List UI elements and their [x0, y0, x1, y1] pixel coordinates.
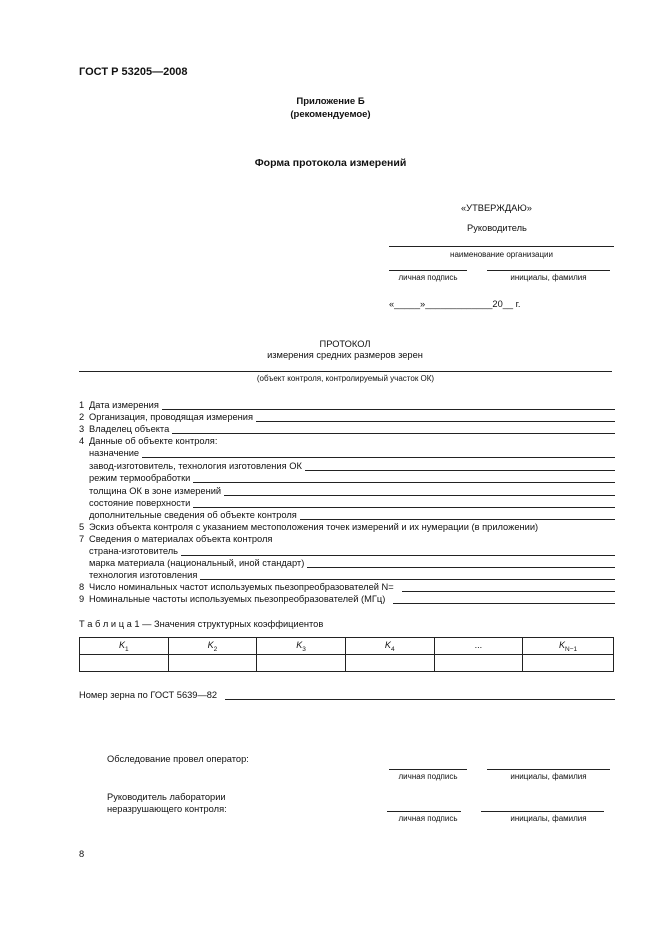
lab-head-initials-line[interactable]	[481, 811, 604, 812]
field-label: Число номинальных частот используемых пьезопреобразователей N=	[89, 582, 394, 592]
field-label: технология изготовления	[89, 570, 198, 580]
object-line	[79, 371, 612, 372]
table-cell[interactable]	[434, 655, 523, 672]
field-line[interactable]	[172, 426, 615, 434]
field-label: Данные об объекте контроля:	[89, 436, 218, 446]
field-row	[79, 582, 615, 592]
field-row	[89, 448, 615, 458]
field-row	[79, 534, 615, 544]
field-row	[89, 486, 615, 496]
field-row	[89, 498, 615, 508]
operator-initials-caption: инициалы, фамилия	[510, 772, 587, 781]
field-label: дополнительные сведения об объекте контроля	[89, 510, 297, 520]
field-number: 3	[79, 424, 85, 434]
field-label: Сведения о материалах объекта контроля	[89, 534, 273, 544]
field-number: 4	[79, 436, 85, 446]
field-label: Владелец объекта	[89, 424, 170, 434]
appendix-title: Приложение Б	[296, 96, 365, 107]
field-line[interactable]	[256, 414, 615, 422]
field-row	[89, 570, 615, 580]
head-label: Руководитель	[467, 223, 527, 233]
field-row	[79, 522, 615, 532]
operator-signature-caption: личная подпись	[398, 772, 458, 781]
field-label: толщина ОК в зоне измерений	[89, 486, 222, 496]
table-row	[80, 655, 614, 672]
table-cell[interactable]	[80, 655, 169, 672]
field-label: состояние поверхности	[89, 498, 191, 508]
table-caption: Т а б л и ц а 1 — Значения структурных коэффициентов	[79, 619, 324, 629]
operator-signature-line[interactable]	[389, 769, 467, 770]
table-cell[interactable]	[257, 655, 346, 672]
table-cell[interactable]	[168, 655, 257, 672]
field-row	[79, 436, 615, 446]
field-row	[79, 412, 615, 422]
field-line[interactable]	[181, 548, 615, 556]
approval-initials-caption: инициалы, фамилия	[510, 273, 587, 282]
field-row	[89, 473, 615, 483]
field-label: Эскиз объекта контроля с указанием местоположения точек измерений и их нумерации (в приложении)	[89, 522, 539, 532]
org-name-caption: наименование организации	[450, 250, 553, 259]
field-label: Дата измерения	[89, 400, 159, 410]
operator-initials-line[interactable]	[487, 769, 610, 770]
field-line[interactable]	[300, 512, 615, 520]
approval-initials-line	[487, 270, 610, 271]
field-line[interactable]	[307, 560, 615, 568]
header-kn-1: $K_{N-1}$	[523, 638, 614, 655]
object-caption: (объект контроля, контролируемый участок ОК)	[256, 374, 435, 383]
grain-number-row	[79, 690, 615, 700]
field-number: 5	[79, 522, 85, 532]
field-line[interactable]	[193, 500, 615, 508]
table-header-row	[80, 638, 614, 655]
operator-label: Обследование провел оператор:	[107, 754, 249, 764]
approve-label: «УТВЕРЖДАЮ»	[461, 203, 532, 213]
field-number: 1	[79, 400, 85, 410]
field-row	[89, 558, 615, 568]
field-line[interactable]	[200, 572, 615, 580]
field-row	[79, 400, 615, 410]
page-number: 8	[79, 849, 85, 859]
protocol-subtitle: измерения средних размеров зерен	[267, 350, 423, 360]
field-label: Номинальные частоты используемых пьезопреобразователей (МГц)	[89, 594, 386, 604]
field-label: завод-изготовитель, технология изготовления ОК	[89, 461, 302, 471]
field-line[interactable]	[193, 475, 615, 483]
header-ellipsis: ...	[434, 638, 523, 655]
lab-head-signature-caption: личная подпись	[398, 814, 458, 823]
field-label: режим термообработки	[89, 473, 191, 483]
table-cell[interactable]	[523, 655, 614, 672]
header-k3: $K_3$	[257, 638, 346, 655]
field-line[interactable]	[402, 584, 615, 592]
field-label: Организация, проводящая измерения	[89, 412, 254, 422]
field-number: 2	[79, 412, 85, 422]
field-line[interactable]	[305, 463, 615, 471]
header-k1: $K_1$	[80, 638, 169, 655]
lab-head-signature-line[interactable]	[387, 811, 461, 812]
org-name-line	[389, 246, 614, 247]
lab-head-initials-caption: инициалы, фамилия	[510, 814, 587, 823]
field-number: 8	[79, 582, 85, 592]
field-line[interactable]	[142, 450, 615, 458]
field-row	[89, 510, 615, 520]
form-title: Форма протокола измерений	[254, 157, 407, 169]
field-number: 7	[79, 534, 85, 544]
table-cell[interactable]	[345, 655, 434, 672]
field-label: страна-изготовитель	[89, 546, 178, 556]
approval-signature-caption: личная подпись	[398, 273, 458, 282]
grain-number-line[interactable]	[225, 692, 615, 700]
field-row	[89, 461, 615, 471]
field-row	[89, 546, 615, 556]
grain-number-label: Номер зерна по ГОСТ 5639—82	[79, 690, 218, 700]
protocol-title: ПРОТОКОЛ	[319, 339, 371, 349]
field-label: назначение	[89, 448, 140, 458]
field-line[interactable]	[224, 488, 615, 496]
field-number: 9	[79, 594, 85, 604]
lab-head-label-line2: неразрушающего контроля:	[107, 804, 227, 814]
field-row	[79, 424, 615, 434]
field-label: марка материала (национальный, иной стандарт)	[89, 558, 305, 568]
field-row	[79, 594, 615, 604]
coefficient-table	[79, 637, 614, 672]
field-line[interactable]	[393, 596, 615, 604]
appendix-note: (рекомендуемое)	[290, 109, 371, 120]
header-k4: $K_4$	[345, 638, 434, 655]
header-k2: $K_2$	[168, 638, 257, 655]
approval-date: «_____»_____________20__ г.	[389, 299, 521, 309]
lab-head-label-line1: Руководитель лаборатории	[107, 792, 226, 802]
field-line[interactable]	[162, 402, 615, 410]
approval-signature-line	[389, 270, 467, 271]
document-header: ГОСТ Р 53205—2008	[79, 66, 188, 78]
